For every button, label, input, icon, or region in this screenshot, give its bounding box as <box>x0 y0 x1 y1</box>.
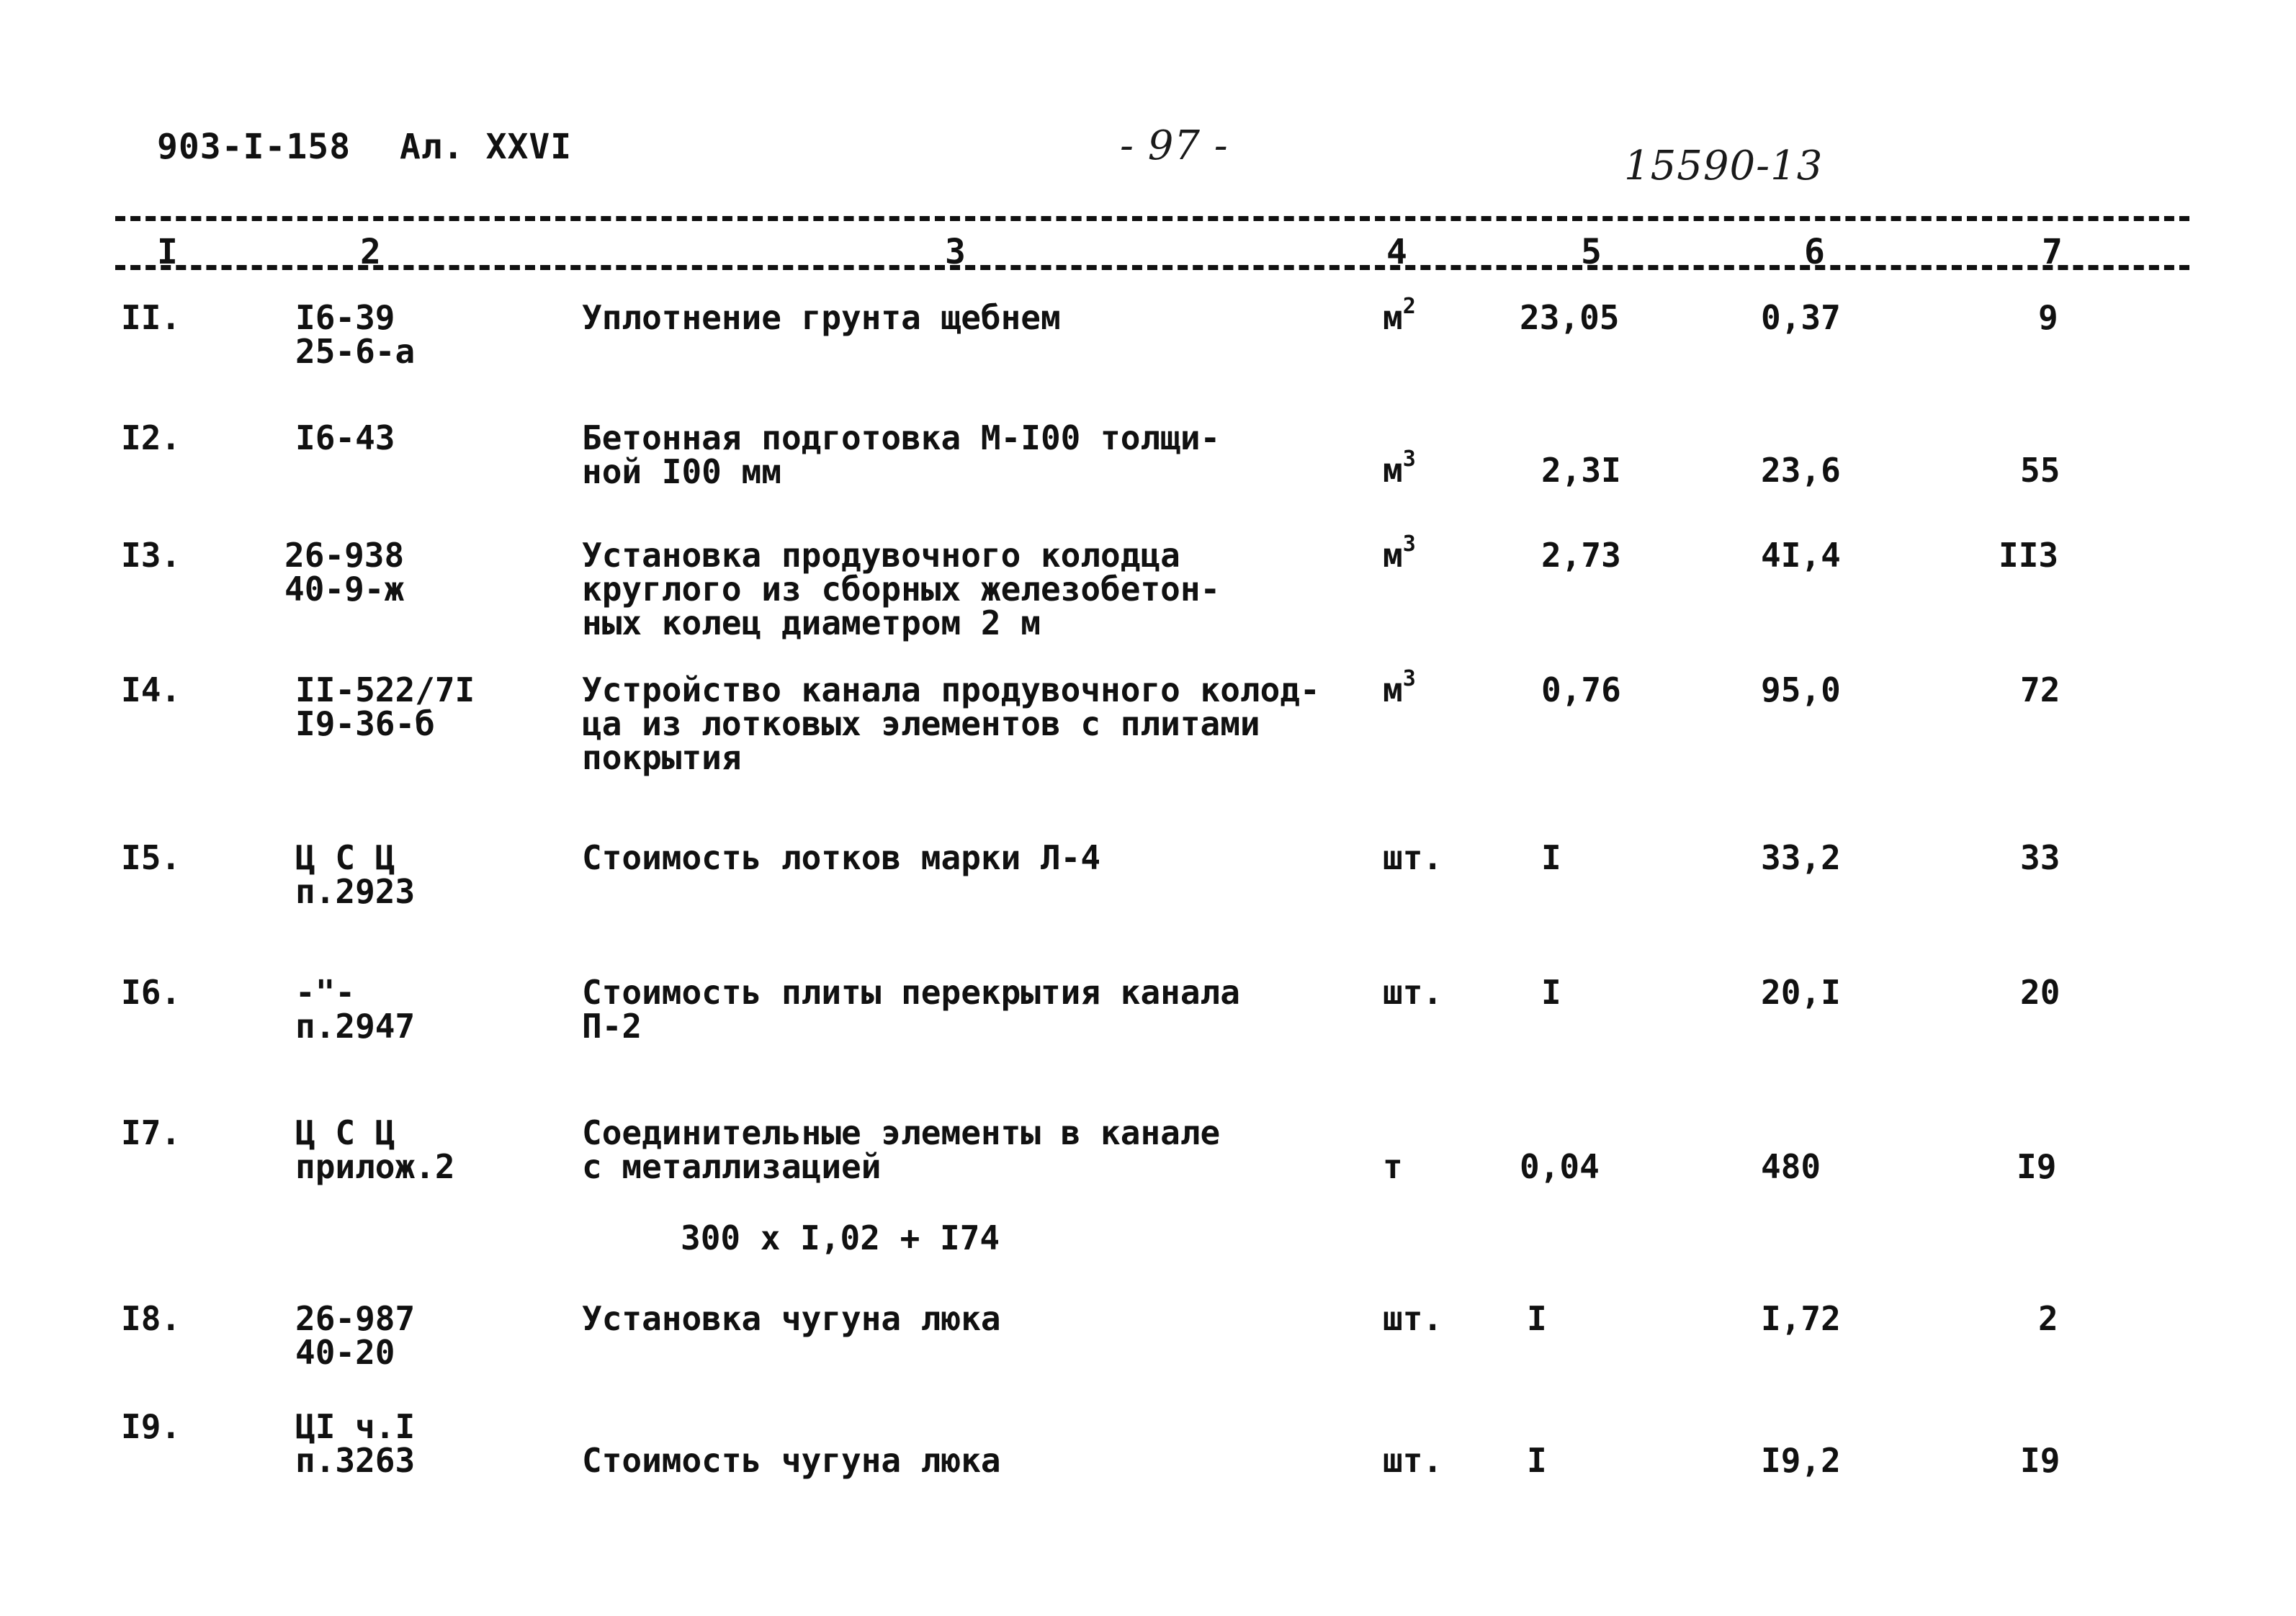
row-number: I9. <box>121 1407 181 1446</box>
total-cost: 9 <box>2038 298 2058 337</box>
unit-price: I,72 <box>1761 1299 1841 1338</box>
unit: т <box>1383 1147 1403 1186</box>
calculation-formula: 300 x I,02 + I74 <box>681 1218 1000 1257</box>
quantity: I <box>1527 1299 1547 1338</box>
row-number: II. <box>121 298 181 337</box>
unit-price: 23,6 <box>1761 451 1841 490</box>
column-number: 7 <box>2042 232 2063 272</box>
unit: $м^3$ <box>1383 446 1416 490</box>
row-number: I5. <box>121 838 181 877</box>
unit: $м^3$ <box>1383 531 1416 575</box>
row-number: I8. <box>121 1299 181 1338</box>
unit: шт. <box>1383 973 1443 1012</box>
total-cost: I9 <box>2017 1147 2057 1186</box>
norm-code: I6-43 <box>295 418 395 457</box>
total-cost: 33 <box>2020 838 2060 877</box>
document-code: 903-I-158 <box>157 127 351 167</box>
handwritten-number: 15590-13 <box>1624 143 1824 189</box>
work-description: Стоимость плиты перекрытия канала П-2 <box>582 973 1240 1046</box>
unit: $м^3$ <box>1383 666 1416 709</box>
total-cost: 72 <box>2020 670 2060 709</box>
row-number: I7. <box>121 1113 181 1152</box>
quantity: I <box>1541 973 1561 1012</box>
work-description: Стоимость чугуна люка <box>582 1441 1001 1480</box>
row-number: I4. <box>121 670 181 709</box>
unit-price: 480 <box>1761 1147 1821 1186</box>
work-description: Устройство канала продувочного колод- ца из лотковых элементов с плитами покрытия <box>582 670 1320 777</box>
row-number: I2. <box>121 418 181 457</box>
unit-price: 33,2 <box>1761 838 1841 877</box>
work-description: Бетонная подготовка М-I00 толщи- ной I00 мм <box>582 418 1221 491</box>
column-number: 2 <box>360 232 381 272</box>
quantity: 2,3I <box>1541 451 1621 490</box>
album-number: Ал. XXVI <box>400 127 573 167</box>
unit-price: 4I,4 <box>1761 536 1841 575</box>
column-number: 6 <box>1804 232 1825 272</box>
column-number: I <box>157 232 178 272</box>
unit: $м^2$ <box>1383 294 1416 337</box>
column-number: 5 <box>1581 232 1602 272</box>
total-cost: 2 <box>2038 1299 2058 1338</box>
work-description: Стоимость лотков марки Л-4 <box>582 838 1101 877</box>
unit-price: I9,2 <box>1761 1441 1841 1480</box>
norm-code: ЦI ч.I п.3263 <box>295 1407 416 1480</box>
work-description: Установка чугуна люка <box>582 1299 1001 1338</box>
page-number: - 97 - <box>1120 122 1229 169</box>
quantity: I <box>1541 838 1561 877</box>
norm-code: I6-39 25-6-a <box>295 298 416 371</box>
row-number: I3. <box>121 536 181 575</box>
quantity: 23,05 <box>1520 298 1620 337</box>
quantity: 0,76 <box>1541 670 1621 709</box>
total-cost: 20 <box>2020 973 2060 1012</box>
work-description: Соединительные элементы в канале с металлизацией <box>582 1113 1221 1186</box>
work-description: Установка продувочного колодца круглого из сборных железобетон- ных колец диаметром 2 м <box>582 536 1221 642</box>
norm-code: II-522/7I I9-36-б <box>295 670 475 743</box>
norm-code: Ц С Ц п.2923 <box>295 838 416 911</box>
total-cost: 55 <box>2020 451 2060 490</box>
quantity: I <box>1527 1441 1547 1480</box>
work-description: Уплотнение грунта щебнем <box>582 298 1061 337</box>
norm-code: 26-987 40-20 <box>295 1299 416 1372</box>
quantity: 0,04 <box>1520 1147 1600 1186</box>
unit: шт. <box>1383 838 1443 877</box>
unit-price: 20,I <box>1761 973 1841 1012</box>
header-rule-top <box>115 216 2189 221</box>
header-rule-bottom <box>115 265 2189 270</box>
column-number: 4 <box>1386 232 1407 272</box>
norm-code: Ц С Ц прилож.2 <box>295 1113 455 1186</box>
unit-price: 0,37 <box>1761 298 1841 337</box>
total-cost: II3 <box>1999 536 2059 575</box>
unit: шт. <box>1383 1441 1443 1480</box>
norm-code: -"- п.2947 <box>295 973 416 1046</box>
quantity: 2,73 <box>1541 536 1621 575</box>
unit-price: 95,0 <box>1761 670 1841 709</box>
norm-code: 26-938 40-9-ж <box>284 536 405 609</box>
column-number: 3 <box>945 232 966 272</box>
row-number: I6. <box>121 973 181 1012</box>
unit: шт. <box>1383 1299 1443 1338</box>
total-cost: I9 <box>2020 1441 2060 1480</box>
